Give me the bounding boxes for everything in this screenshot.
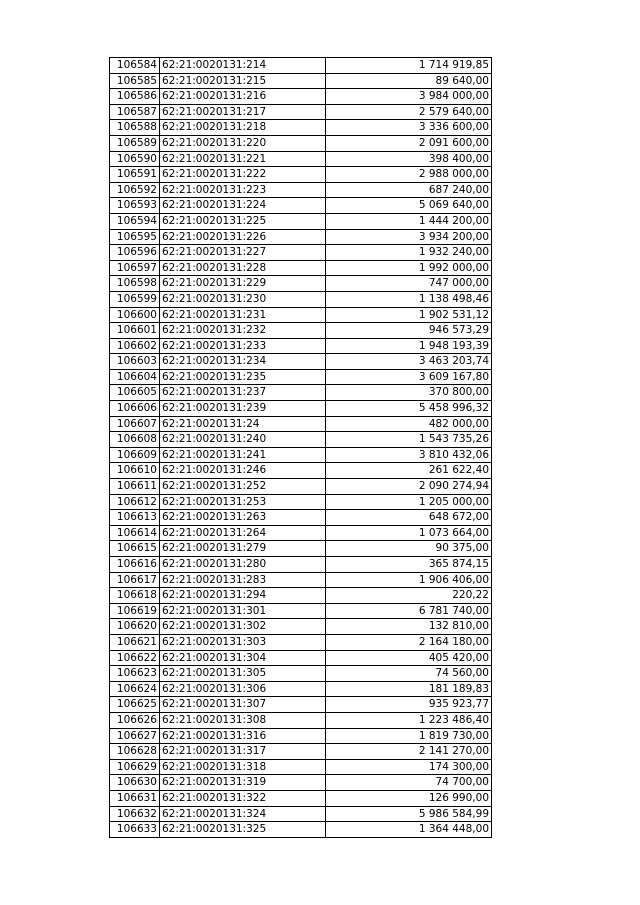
cadastral-number-cell: 62:21:0020131:223	[160, 182, 326, 198]
row-number-cell: 106631	[110, 790, 160, 806]
row-number-cell: 106604	[110, 369, 160, 385]
cadastral-number-cell: 62:21:0020131:222	[160, 167, 326, 183]
cadastral-value-cell: 1 543 735,26	[326, 432, 492, 448]
cadastral-number-cell: 62:21:0020131:264	[160, 525, 326, 541]
cadastral-number-cell: 62:21:0020131:324	[160, 806, 326, 822]
cadastral-value-cell: 2 579 640,00	[326, 104, 492, 120]
cadastral-value-cell: 1 364 448,00	[326, 822, 492, 838]
cadastral-value-cell: 1 902 531,12	[326, 307, 492, 323]
row-number-cell: 106608	[110, 432, 160, 448]
cadastral-value-cell: 261 622,40	[326, 463, 492, 479]
table-row	[110, 213, 492, 229]
table-row	[110, 135, 492, 151]
row-number-cell: 106627	[110, 728, 160, 744]
cadastral-value-cell: 1 714 919,85	[326, 58, 492, 74]
cadastral-number-cell: 62:21:0020131:306	[160, 681, 326, 697]
cadastral-value-cell: 74 700,00	[326, 775, 492, 791]
cadastral-value-cell: 935 923,77	[326, 697, 492, 713]
row-number-cell: 106601	[110, 323, 160, 339]
row-number-cell: 106590	[110, 151, 160, 167]
cadastral-number-cell: 62:21:0020131:217	[160, 104, 326, 120]
cadastral-value-cell: 90 375,00	[326, 541, 492, 557]
row-number-cell: 106613	[110, 510, 160, 526]
table-row	[110, 323, 492, 339]
table-row	[110, 494, 492, 510]
table-row	[110, 697, 492, 713]
cadastral-number-cell: 62:21:0020131:301	[160, 603, 326, 619]
cadastral-number-cell: 62:21:0020131:234	[160, 354, 326, 370]
cadastral-value-cell: 687 240,00	[326, 182, 492, 198]
cadastral-value-cell: 5 986 584,99	[326, 806, 492, 822]
row-number-cell: 106597	[110, 260, 160, 276]
cadastral-value-cell: 5 069 640,00	[326, 198, 492, 214]
table-row	[110, 822, 492, 838]
cadastral-number-cell: 62:21:0020131:279	[160, 541, 326, 557]
row-number-cell: 106609	[110, 447, 160, 463]
cadastral-value-cell: 3 810 432,06	[326, 447, 492, 463]
cadastral-number-cell: 62:21:0020131:316	[160, 728, 326, 744]
row-number-cell: 106619	[110, 603, 160, 619]
table-row	[110, 307, 492, 323]
table-row	[110, 167, 492, 183]
row-number-cell: 106594	[110, 213, 160, 229]
cadastral-value-cell: 2 164 180,00	[326, 634, 492, 650]
cadastral-value-cell: 1 073 664,00	[326, 525, 492, 541]
table-row	[110, 369, 492, 385]
cadastral-number-cell: 62:21:0020131:307	[160, 697, 326, 713]
table-row	[110, 525, 492, 541]
cadastral-number-cell: 62:21:0020131:216	[160, 89, 326, 105]
row-number-cell: 106607	[110, 416, 160, 432]
row-number-cell: 106617	[110, 572, 160, 588]
cadastral-value-cell: 3 336 600,00	[326, 120, 492, 136]
cadastral-value-cell: 946 573,29	[326, 323, 492, 339]
row-number-cell: 106612	[110, 494, 160, 510]
row-number-cell: 106593	[110, 198, 160, 214]
row-number-cell: 106595	[110, 229, 160, 245]
cadastral-number-cell: 62:21:0020131:229	[160, 276, 326, 292]
row-number-cell: 106622	[110, 650, 160, 666]
cadastral-value-cell: 2 090 274,94	[326, 479, 492, 495]
table-row	[110, 104, 492, 120]
table-row	[110, 182, 492, 198]
cadastral-value-cell: 365 874,15	[326, 557, 492, 573]
cadastral-value-cell: 1 906 406,00	[326, 572, 492, 588]
cadastral-number-cell: 62:21:0020131:241	[160, 447, 326, 463]
row-number-cell: 106610	[110, 463, 160, 479]
table-body	[110, 58, 492, 838]
row-number-cell: 106615	[110, 541, 160, 557]
cadastral-value-table	[109, 57, 492, 838]
cadastral-number-cell: 62:21:0020131:24	[160, 416, 326, 432]
cadastral-number-cell: 62:21:0020131:230	[160, 291, 326, 307]
row-number-cell: 106600	[110, 307, 160, 323]
table-row	[110, 229, 492, 245]
cadastral-value-cell: 132 810,00	[326, 619, 492, 635]
cadastral-number-cell: 62:21:0020131:227	[160, 245, 326, 261]
cadastral-number-cell: 62:21:0020131:305	[160, 666, 326, 682]
row-number-cell: 106623	[110, 666, 160, 682]
cadastral-value-cell: 1 932 240,00	[326, 245, 492, 261]
cadastral-number-cell: 62:21:0020131:228	[160, 260, 326, 276]
cadastral-number-cell: 62:21:0020131:239	[160, 401, 326, 417]
table-row	[110, 416, 492, 432]
cadastral-value-cell: 1 138 498,46	[326, 291, 492, 307]
cadastral-number-cell: 62:21:0020131:235	[160, 369, 326, 385]
row-number-cell: 106588	[110, 120, 160, 136]
cadastral-value-cell: 482 000,00	[326, 416, 492, 432]
cadastral-value-cell: 181 189,83	[326, 681, 492, 697]
cadastral-number-cell: 62:21:0020131:317	[160, 744, 326, 760]
cadastral-number-cell: 62:21:0020131:252	[160, 479, 326, 495]
cadastral-number-cell: 62:21:0020131:220	[160, 135, 326, 151]
cadastral-value-cell: 3 463 203,74	[326, 354, 492, 370]
cadastral-value-cell: 1 992 000,00	[326, 260, 492, 276]
row-number-cell: 106616	[110, 557, 160, 573]
cadastral-number-cell: 62:21:0020131:319	[160, 775, 326, 791]
cadastral-value-cell: 174 300,00	[326, 759, 492, 775]
row-number-cell: 106629	[110, 759, 160, 775]
cadastral-value-cell: 2 988 000,00	[326, 167, 492, 183]
row-number-cell: 106624	[110, 681, 160, 697]
table-row	[110, 650, 492, 666]
table-row	[110, 572, 492, 588]
cadastral-value-cell: 405 420,00	[326, 650, 492, 666]
row-number-cell: 106586	[110, 89, 160, 105]
row-number-cell: 106628	[110, 744, 160, 760]
cadastral-number-cell: 62:21:0020131:233	[160, 338, 326, 354]
table-row	[110, 541, 492, 557]
row-number-cell: 106584	[110, 58, 160, 74]
row-number-cell: 106630	[110, 775, 160, 791]
cadastral-value-cell: 1 223 486,40	[326, 712, 492, 728]
table-row	[110, 260, 492, 276]
table-row	[110, 759, 492, 775]
table-row	[110, 89, 492, 105]
cadastral-number-cell: 62:21:0020131:263	[160, 510, 326, 526]
cadastral-number-cell: 62:21:0020131:308	[160, 712, 326, 728]
row-number-cell: 106632	[110, 806, 160, 822]
cadastral-number-cell: 62:21:0020131:322	[160, 790, 326, 806]
row-number-cell: 106625	[110, 697, 160, 713]
table-row	[110, 120, 492, 136]
row-number-cell: 106599	[110, 291, 160, 307]
cadastral-number-cell: 62:21:0020131:302	[160, 619, 326, 635]
cadastral-number-cell: 62:21:0020131:231	[160, 307, 326, 323]
table-row	[110, 666, 492, 682]
row-number-cell: 106603	[110, 354, 160, 370]
cadastral-value-cell: 89 640,00	[326, 73, 492, 89]
table-row	[110, 775, 492, 791]
table-row	[110, 479, 492, 495]
cadastral-number-cell: 62:21:0020131:225	[160, 213, 326, 229]
table-row	[110, 276, 492, 292]
row-number-cell: 106620	[110, 619, 160, 635]
row-number-cell: 106602	[110, 338, 160, 354]
cadastral-number-cell: 62:21:0020131:224	[160, 198, 326, 214]
cadastral-value-cell: 6 781 740,00	[326, 603, 492, 619]
table-row	[110, 245, 492, 261]
table-row	[110, 588, 492, 604]
cadastral-value-cell: 3 934 200,00	[326, 229, 492, 245]
table-row	[110, 619, 492, 635]
row-number-cell: 106614	[110, 525, 160, 541]
table-row	[110, 603, 492, 619]
table-row	[110, 447, 492, 463]
cadastral-number-cell: 62:21:0020131:304	[160, 650, 326, 666]
table-row	[110, 790, 492, 806]
table-row	[110, 385, 492, 401]
row-number-cell: 106605	[110, 385, 160, 401]
cadastral-value-cell: 220,22	[326, 588, 492, 604]
table-row	[110, 463, 492, 479]
cadastral-number-cell: 62:21:0020131:240	[160, 432, 326, 448]
cadastral-number-cell: 62:21:0020131:283	[160, 572, 326, 588]
cadastral-number-cell: 62:21:0020131:246	[160, 463, 326, 479]
row-number-cell: 106611	[110, 479, 160, 495]
table-row	[110, 681, 492, 697]
row-number-cell: 106591	[110, 167, 160, 183]
cadastral-number-cell: 62:21:0020131:214	[160, 58, 326, 74]
cadastral-number-cell: 62:21:0020131:218	[160, 120, 326, 136]
row-number-cell: 106633	[110, 822, 160, 838]
cadastral-value-cell: 1 205 000,00	[326, 494, 492, 510]
cadastral-value-cell: 3 984 000,00	[326, 89, 492, 105]
cadastral-number-cell: 62:21:0020131:253	[160, 494, 326, 510]
row-number-cell: 106592	[110, 182, 160, 198]
cadastral-value-cell: 1 819 730,00	[326, 728, 492, 744]
table-row	[110, 151, 492, 167]
table-row	[110, 354, 492, 370]
table-row	[110, 73, 492, 89]
cadastral-value-cell: 3 609 167,80	[326, 369, 492, 385]
table-row	[110, 744, 492, 760]
row-number-cell: 106589	[110, 135, 160, 151]
table-row	[110, 634, 492, 650]
cadastral-number-cell: 62:21:0020131:318	[160, 759, 326, 775]
cadastral-value-cell: 2 091 600,00	[326, 135, 492, 151]
cadastral-number-cell: 62:21:0020131:232	[160, 323, 326, 339]
cadastral-value-cell: 747 000,00	[326, 276, 492, 292]
cadastral-number-cell: 62:21:0020131:303	[160, 634, 326, 650]
row-number-cell: 106626	[110, 712, 160, 728]
cadastral-value-cell: 398 400,00	[326, 151, 492, 167]
row-number-cell: 106596	[110, 245, 160, 261]
cadastral-value-cell: 648 672,00	[326, 510, 492, 526]
cadastral-value-cell: 1 948 193,39	[326, 338, 492, 354]
cadastral-value-cell: 2 141 270,00	[326, 744, 492, 760]
table-row	[110, 510, 492, 526]
cadastral-number-cell: 62:21:0020131:294	[160, 588, 326, 604]
cadastral-number-cell: 62:21:0020131:226	[160, 229, 326, 245]
cadastral-number-cell: 62:21:0020131:215	[160, 73, 326, 89]
table-row	[110, 557, 492, 573]
cadastral-value-cell: 5 458 996,32	[326, 401, 492, 417]
table-row	[110, 432, 492, 448]
row-number-cell: 106585	[110, 73, 160, 89]
cadastral-number-cell: 62:21:0020131:280	[160, 557, 326, 573]
row-number-cell: 106618	[110, 588, 160, 604]
cadastral-value-cell: 126 990,00	[326, 790, 492, 806]
cadastral-value-cell: 1 444 200,00	[326, 213, 492, 229]
cadastral-value-cell: 370 800,00	[326, 385, 492, 401]
cadastral-number-cell: 62:21:0020131:237	[160, 385, 326, 401]
table-row	[110, 401, 492, 417]
row-number-cell: 106606	[110, 401, 160, 417]
table-row	[110, 198, 492, 214]
row-number-cell: 106598	[110, 276, 160, 292]
cadastral-number-cell: 62:21:0020131:325	[160, 822, 326, 838]
cadastral-value-cell: 74 560,00	[326, 666, 492, 682]
row-number-cell: 106621	[110, 634, 160, 650]
table-row	[110, 712, 492, 728]
row-number-cell: 106587	[110, 104, 160, 120]
table-row	[110, 338, 492, 354]
table-row	[110, 291, 492, 307]
table-row	[110, 806, 492, 822]
cadastral-number-cell: 62:21:0020131:221	[160, 151, 326, 167]
table-row	[110, 728, 492, 744]
table-row	[110, 58, 492, 74]
